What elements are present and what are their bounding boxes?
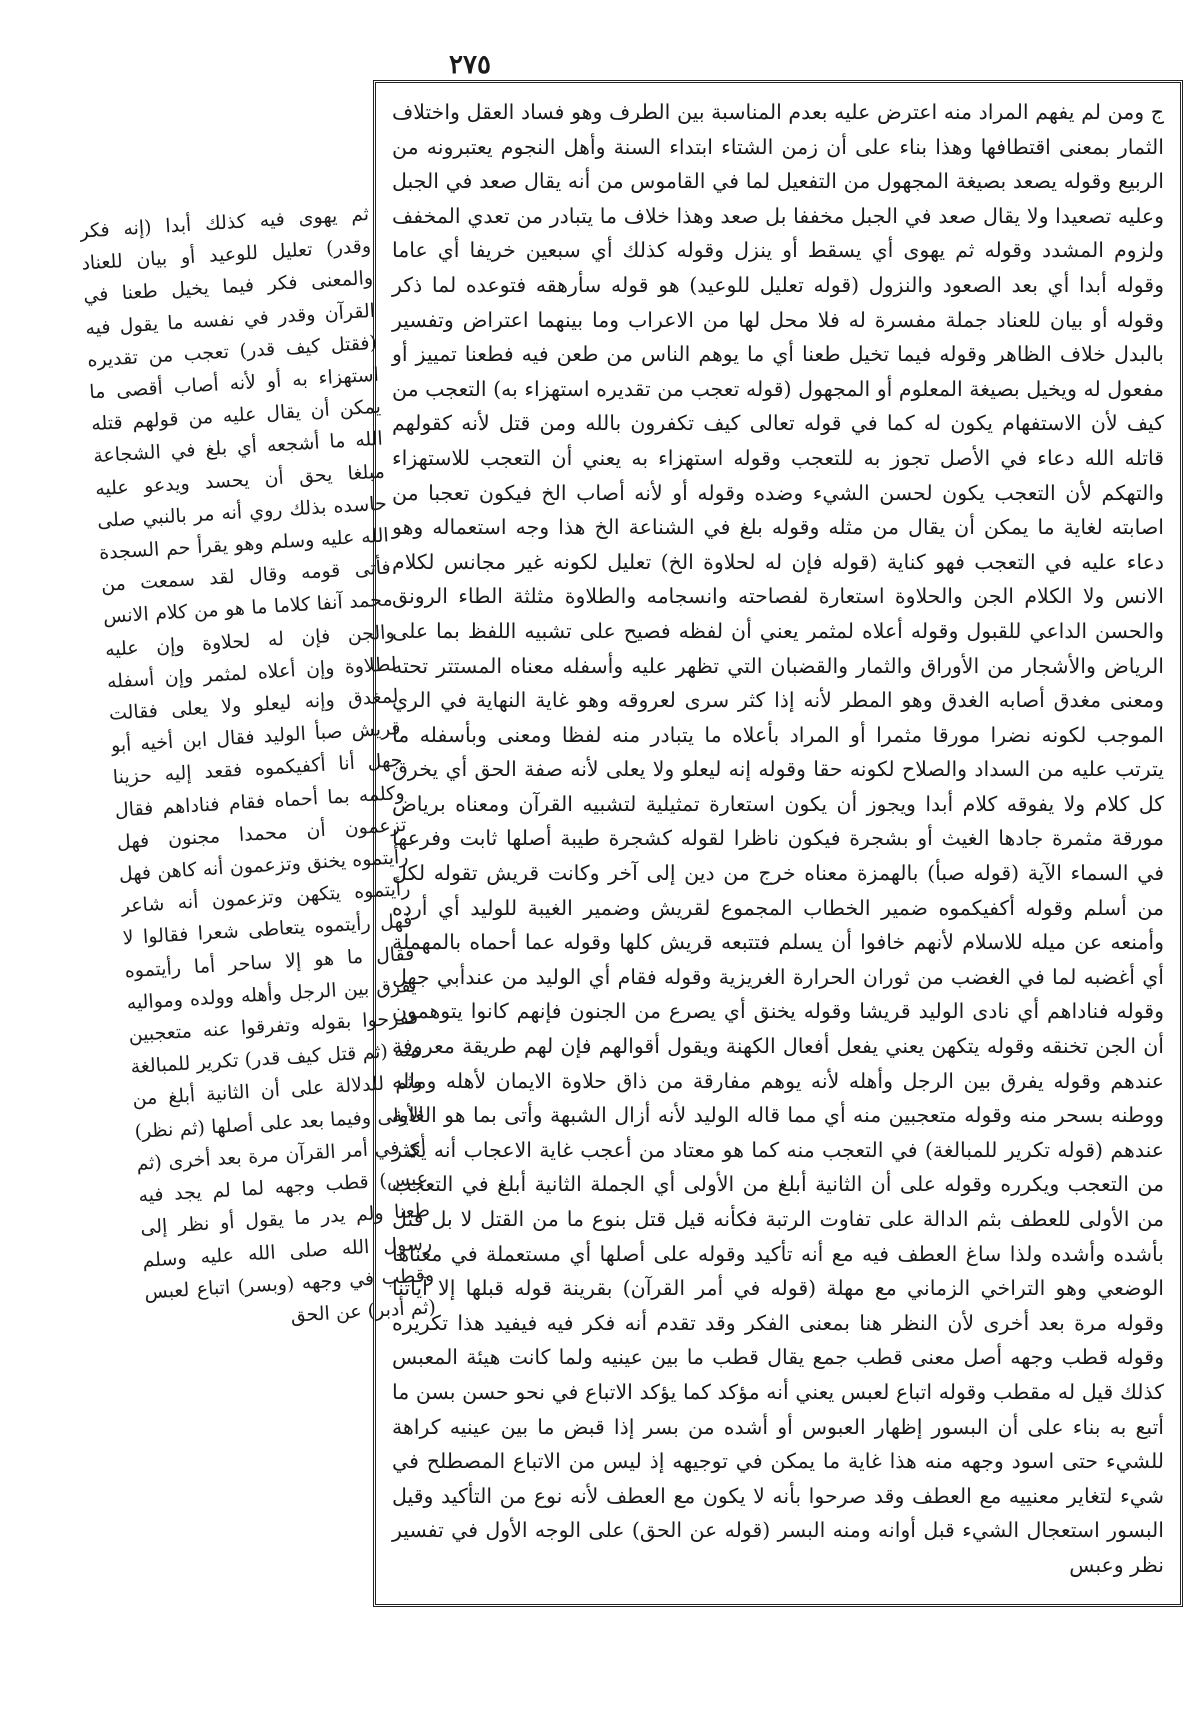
main-paragraph: (قوله تعجب من تقديره استهزاء به) التعجب من كيف لأن الاستفهام يكون له كما في قوله تعالى كيف تكفرون بالله ومن قتل لأنه كقولهم قاتله الله دعاء في الأصل تجوز به للتعجب وقوله استهزاء به يعني أن التعجب للاستهزاء والتهكم لأن التعجب يكون لحسن الشيء وضده وقوله أو لأنه أصاب الخ فيكون تعجبا من اصابته لغاية ما يمكن أن يقال من مثله وقوله بلغ في الشناعة الخ هذا وجه استعماله وهو دعاء عليه في التعجب فهو كناية (392, 376, 1164, 574)
main-paragraph: (قوله عن الحق) على الوجه الأول في تفسير نظر وعبس (392, 1518, 1164, 1577)
main-paragraph: ج ومن لم يفهم المراد منه اعترض عليه بعدم المناسبة بين الطرف وهو فساد العقل واختلاف الثمار بمعنى اقتطافها وهذا بناء على أن زمن الشتاء ابتداء السنة وأهل النجوم يعتبرونه من الربيع وقوله يصعد بصيغة المجهول من التفعيل لما في القاموس من أنه يقال صعد في الجبل وعليه تصعيدا ولا يقال صعد في الجبل مخففا بل صعد وهذا خلاف ما يتبادر من تعدي المخفف ولزوم المشدد وقوله ثم يهوى أي يسقط أو ينزل وقوله كذلك أي سبعين خريفا أي عاما وقوله أبدا أي بعد الصعود والنزول (392, 100, 1164, 297)
main-paragraph: (قوله تعليل للوعيد) هو قوله سأرهقه فتوعده لما ذكر وقوله أو بيان للعناد جملة مفسرة له فلا محل لها من الاعراب وما بينهما اعتراض وتفسير بالبدل خلاف الظاهر وقوله فيما تخيل طعنا أي ما يوهم الناس من طعن فيه فطعنا تمييز أو مفعول له ويخيل بصيغة المعلوم أو المجهول (392, 272, 1164, 401)
main-paragraph: (قوله صبأ) بالهمزة معناه خرج من دين إلى آخر وكانت قريش تقوله لكل من أسلم وقوله أكفيكموه ضمير الخطاب المجموع لقريش وضمير الغيبة للوليد أي أرده وأمنعه عن ميله للاسلام لأنهم خافوا أن يسلم فتتبعه قريش كلها وقوله عما أحماه بالمهملة أي أغضبه لما في الغضب من ثوران الحرارة الغريزية وقوله فقام أي الوليد من عندأبي جهل وقوله فناداهم أي نادى الوليد قريشا وقوله يخنق أي يصرع من الجنون فإنهم كانوا يتوهمون أن الجن تخنقه وقوله يتكهن يعني يفعل أفعال الكهنة ويقول أقوالهم فإن لهم طريقة معروفة عندهم وقوله يفرق بين الرجل وأهله لأنه يوهم مفارقة من ذاق حلاوة الايمان لأهله وماله ووطنه بسحر منه وقوله متعجبين منه أي مما قاله الوليد لأنه أزال الشبهة وأتى بما هو الغاية عندهم (392, 861, 1164, 1162)
main-paragraph: (قوله فإن له لحلاوة الخ) تعليل لكونه غير مجانس لكلام الانس ولا الكلام الجن والحلاوة استعارة لفصاحته وانسجامه والطلاوة مثلثة الطاء الرونق والحسن الداعي للقبول وقوله أعلاه لمثمر يعني أن لفظه فصيح على تشبيه اللفظ بما على الرياض والأشجار من الأوراق والثمار والقضبان التي تظهر عليه وأسفله معناه المستتر تحته ومعنى مغدق أصابه الغدق وهو المطر لأنه إذا كثر سرى لعروقه وهو غاية النهاية في الري الموجب لكونه نضرا مورقا مثمرا أو المراد بأعلاه ما يتبادر منه لفظا ومعنى وبأسفله ما يترتب عليه من السداد والصلاح لكونه حقا وقوله إنه ليعلو ولا يعلى لأنه صفة الحق أي يخرق كل كلام ولا يفوقه كلام أبدا ويجوز أن يكون استعارة تمثيلية لتشبيه القرآن ومعناه برياض مورقة مثمرة جادها الغيث أو بشجرة فيكون ناظرا لقوله كشجرة طيبة أصلها ثابت وفرعها في السماء الآية (392, 549, 1164, 886)
main-paragraph: (قوله تكرير للمبالغة) في التعجب منه كما هو معتاد من أعجب غاية الاعجاب أنه يكثر من التعجب ويكرره وقوله على أن الثانية أبلغ من الأولى أي الجملة الثانية أبلغ في التعجب من الأولى للعطف بثم الدالة على تفاوت الرتبة فكأنه قيل قتل بنوع ما من القتل لا بل قتل بأشده وأشده ولذا ساغ العطف فيه مع أنه تأكيد وقوله على أصلها أي مستعملة في معناها الوضعي وهو التراخي الزماني مع مهلة (392, 1137, 1164, 1301)
main-text-block (392, 95, 1164, 1583)
main-text-frame (373, 80, 1183, 1607)
main-paragraph: (قوله في أمر القرآن) بقرينة قوله قبلها إلا آياتنا وقوله مرة بعد أخرى لأن النظر هنا بمعنى الفكر وقد تقدم أنه فكر فيه فيفيد هذا تكريره وقوله قطب وجهه أصل معنى قطب جمع يقال قطب ما بين عينيه ولما كانت هيئة المعبس كذلك قيل له مقطب وقوله اتباع لعبس يعني أنه مؤكد كما يؤكد الاتباع في نحو حسن بسن ما أتبع به بناء على أن البسور إظهار العبوس أو أشده من بسر إذا قبض ما بين عينيه كراهة للشيء حتى اسود وجهه منه هذا غاية ما يمكن في توجيهه إذ ليس من الاتباع المصطلح في شيء لتغاير معنييه مع العطف وقد صرحوا بأنه لا يكون مع العطف لأنه نوع من التأكيد وقيل البسور استعجال الشيء قبل أوانه ومنه البسر (392, 1276, 1164, 1543)
margin-text: ثم يهوى فيه كذلك أبدا (إنه فكر وقدر) تعليل للوعيد أو بيان للعناد والمعنى فكر فيما يخيل طعنا في القرآن وقدر في نفسه ما يقول فيه (فقتل كيف قدر) تعجب من تقديره استهزاء به أو لأنه أصاب أقصى ما يمكن أن يقال عليه من قولهم قتله الله ما أشجعه أي بلغ في الشجاعة مبلغا يحق أن يحسد ويدعو عليه حاسده بذلك روي أنه مر بالنبي صلى الله عليه وسلم وهو يقرأ حم السجدة فأتى قومه وقال لقد سمعت من محمد آنفا كلاما ما هو من كلام الانس والجن فإن له لحلاوة وإن عليه لطلاوة وإن أعلاه لمثمر وإن أسفله لمغدق وإنه ليعلو ولا يعلى فقالت قريش صبأ الوليد فقال ابن أخيه أبو جهل أنا أكفيكموه فقعد إليه حزينا وكلمه بما أحماه فقام فناداهم فقال تزعمون أن محمدا مجنون فهل رأيتموه يخنق وتزعمون أنه كاهن فهل رأيتموه يتكهن وتزعمون أنه شاعر فهل رأيتموه يتعاطى شعرا فقالوا لا فقال ما هو إلا ساحر أما رأيتموه يفرق بين الرجل وأهله وولده ومواليه ففرحوا بقوله وتفرقوا عنه متعجبين منه (ثم قتل كيف قدر) تكرير للمبالغة وثم للدلالة على أن الثانية أبلغ من الأولى وفيما بعد على أصلها (ثم نظر) أي في أمر القرآن مرة بعد أخرى (ثم عبس) قطب وجهه لما لم يجد فيه طعنا ولم يدر ما يقول أو نظر إلى رسول الله صلى الله عليه وسلم وقطب في وجهه (وبسر) اتباع لعبس (ثم أدبر) عن الحق (78, 202, 437, 1327)
page-number: ٢٧٥ (449, 50, 491, 80)
